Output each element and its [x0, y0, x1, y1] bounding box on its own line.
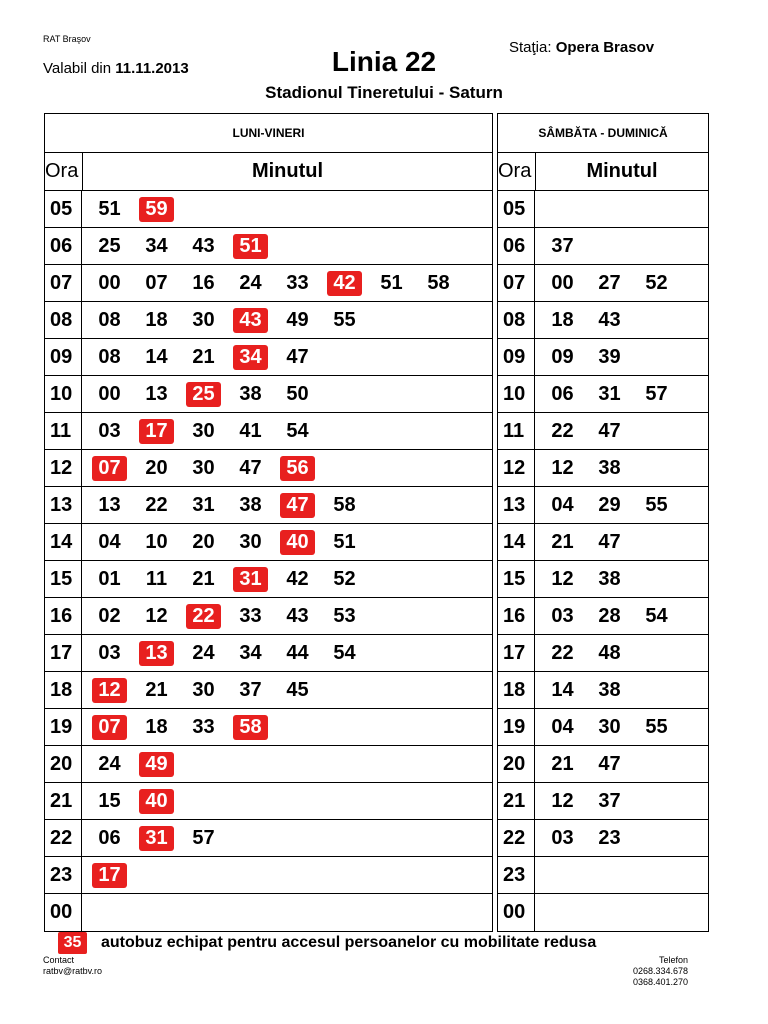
departure-minute-accessible: 17	[92, 863, 127, 888]
departure-minute: 33	[239, 604, 262, 627]
hour-cell: 19	[498, 709, 535, 745]
departure-minute: 38	[239, 382, 262, 405]
departure-minute: 38	[239, 493, 262, 516]
departure-minute: 00	[98, 271, 121, 294]
hour-cell: 20	[498, 746, 535, 782]
minutes-cell	[82, 820, 492, 856]
departure-minute: 47	[286, 345, 309, 368]
hour-cell: 06	[45, 228, 82, 264]
departure-minute: 57	[645, 382, 668, 405]
departure-minute: 39	[598, 345, 621, 368]
departure-minute-accessible: 58	[233, 715, 268, 740]
minutes-cell	[82, 709, 492, 745]
departure-minute: 54	[286, 419, 309, 442]
departure-minute: 43	[598, 308, 621, 331]
departure-minute: 34	[239, 641, 262, 664]
timetable-row	[45, 228, 492, 265]
timetable-row	[498, 857, 708, 894]
route-title: Stadionul Tineretului - Saturn	[265, 83, 503, 102]
timetable-row	[498, 746, 708, 783]
departure-minute: 08	[98, 345, 121, 368]
departure-minute: 10	[145, 530, 168, 553]
minutes-cell	[82, 265, 492, 301]
departure-minute: 57	[192, 826, 215, 849]
departure-minute: 55	[333, 308, 356, 331]
departure-minute: 58	[333, 493, 356, 516]
departure-minute-accessible: 43	[233, 308, 268, 333]
departure-minute: 11	[145, 567, 168, 590]
minutes-cell	[535, 672, 708, 708]
hour-cell: 11	[498, 413, 535, 449]
departure-minute-accessible: 59	[139, 197, 174, 222]
departure-minute: 20	[192, 530, 215, 553]
departure-minute-accessible: 56	[280, 456, 315, 481]
minutes-cell	[535, 894, 708, 931]
departure-minute: 12	[551, 567, 574, 590]
departure-minute: 52	[645, 271, 668, 294]
departure-minute: 15	[98, 789, 121, 812]
hour-cell: 22	[45, 820, 82, 856]
departure-minute: 53	[333, 604, 356, 627]
contact-label: Contact	[43, 955, 75, 965]
departure-minute: 30	[192, 419, 215, 442]
departure-minute: 24	[192, 641, 215, 664]
timetable-row	[498, 598, 708, 635]
minutes-cell	[535, 450, 708, 486]
line-title: Linia 22	[331, 46, 437, 77]
timetable-row	[45, 598, 492, 635]
minutes-cell	[535, 376, 708, 412]
departure-minute: 38	[598, 567, 621, 590]
hour-cell: 12	[498, 450, 535, 486]
minutes-cell	[82, 524, 492, 560]
departure-minute: 31	[598, 382, 621, 405]
timetable-row	[45, 561, 492, 598]
departure-minute: 51	[98, 197, 121, 220]
timetable-row	[45, 857, 492, 894]
minutes-cell	[82, 228, 492, 264]
weekend-rows	[498, 191, 708, 931]
departure-minute-accessible: 13	[139, 641, 174, 666]
departure-minute: 42	[286, 567, 309, 590]
minutes-cell	[535, 487, 708, 523]
departure-minute: 18	[551, 308, 574, 331]
weekday-timetable	[44, 113, 493, 932]
timetable-row	[498, 228, 708, 265]
hour-cell: 11	[45, 413, 82, 449]
hour-cell: 12	[45, 450, 82, 486]
phone-block	[633, 955, 688, 988]
departure-minute: 47	[598, 419, 621, 442]
minute-column-header: Minutul	[586, 160, 658, 182]
weekday-column-header	[45, 153, 492, 191]
departure-minute: 50	[286, 382, 309, 405]
departure-minute: 21	[145, 678, 168, 701]
hour-cell: 09	[498, 339, 535, 375]
minutes-cell	[82, 413, 492, 449]
minutes-cell	[535, 598, 708, 634]
departure-minute-accessible: 31	[233, 567, 268, 592]
departure-minute: 03	[551, 604, 574, 627]
departure-minute: 55	[645, 715, 668, 738]
timetable-row	[45, 635, 492, 672]
departure-minute-accessible: 42	[327, 271, 362, 296]
departure-minute: 13	[98, 493, 121, 516]
departure-minute: 22	[551, 419, 574, 442]
minutes-cell	[535, 783, 708, 819]
station-name: Opera Brasov	[555, 39, 655, 56]
weekend-title: SÂMBĂTA - DUMINICĂ	[498, 114, 708, 153]
departure-minute: 48	[598, 641, 621, 664]
hour-cell: 05	[498, 191, 535, 227]
hour-cell: 13	[498, 487, 535, 523]
departure-minute: 24	[98, 752, 121, 775]
departure-minute: 33	[286, 271, 309, 294]
departure-minute: 14	[145, 345, 168, 368]
departure-minute: 12	[551, 789, 574, 812]
departure-minute: 37	[551, 234, 574, 257]
contact-block	[43, 955, 102, 977]
departure-minute: 43	[192, 234, 215, 257]
departure-minute: 00	[98, 382, 121, 405]
timetable-row	[498, 709, 708, 746]
timetable-row	[45, 524, 492, 561]
departure-minute: 47	[598, 752, 621, 775]
phone-label: Telefon	[658, 955, 688, 965]
hour-cell: 19	[45, 709, 82, 745]
hour-column-header: Ora	[498, 153, 536, 190]
departure-minute: 37	[239, 678, 262, 701]
departure-minute: 04	[98, 530, 121, 553]
weekday-title: LUNI-VINERI	[45, 114, 492, 153]
departure-minute-accessible: 07	[92, 456, 127, 481]
hour-column-header: Ora	[45, 153, 83, 190]
departure-minute: 58	[427, 271, 450, 294]
minutes-cell	[82, 746, 492, 782]
hour-cell: 08	[498, 302, 535, 338]
hour-cell: 16	[498, 598, 535, 634]
hour-cell: 10	[498, 376, 535, 412]
hour-cell: 13	[45, 487, 82, 523]
departure-minute: 00	[551, 271, 574, 294]
accessible-badge: 35	[58, 932, 87, 954]
valid-from-date: 11.11.2013	[115, 60, 189, 77]
hour-cell: 14	[498, 524, 535, 560]
departure-minute: 13	[145, 382, 168, 405]
hour-cell: 10	[45, 376, 82, 412]
hour-cell: 21	[498, 783, 535, 819]
timetable-row	[45, 376, 492, 413]
timetable-row	[498, 413, 708, 450]
departure-minute: 31	[192, 493, 215, 516]
departure-minute-accessible: 40	[280, 530, 315, 555]
departure-minute: 06	[98, 826, 121, 849]
departure-minute: 14	[551, 678, 574, 701]
departure-minute: 18	[145, 308, 168, 331]
timetable-row	[45, 820, 492, 857]
minutes-cell	[82, 635, 492, 671]
timetable-row	[498, 302, 708, 339]
station-label: Staţia:	[509, 39, 552, 56]
hour-cell: 00	[498, 894, 535, 931]
departure-minute-accessible: 12	[92, 678, 127, 703]
departure-minute: 47	[239, 456, 262, 479]
timetable-row	[498, 487, 708, 524]
timetable-row	[45, 450, 492, 487]
departure-minute: 21	[551, 752, 574, 775]
departure-minute: 04	[551, 493, 574, 516]
timetable-row	[45, 709, 492, 746]
hour-cell: 17	[45, 635, 82, 671]
station	[509, 39, 654, 56]
hour-cell: 17	[498, 635, 535, 671]
departure-minute: 22	[145, 493, 168, 516]
departure-minute: 09	[551, 345, 574, 368]
minutes-cell	[82, 191, 492, 227]
minutes-cell	[535, 413, 708, 449]
minutes-cell	[535, 709, 708, 745]
departure-minute: 30	[192, 308, 215, 331]
hour-cell: 15	[498, 561, 535, 597]
departure-minute: 37	[598, 789, 621, 812]
departure-minute-accessible: 47	[280, 493, 315, 518]
hour-cell: 14	[45, 524, 82, 560]
departure-minute: 21	[192, 567, 215, 590]
departure-minute: 23	[598, 826, 621, 849]
timetable-row	[498, 376, 708, 413]
departure-minute: 33	[192, 715, 215, 738]
minutes-cell	[82, 302, 492, 338]
company-name: RAT Braşov	[43, 34, 91, 44]
minutes-cell	[535, 746, 708, 782]
valid-from-label: Valabil din	[43, 60, 112, 77]
departure-minute: 30	[239, 530, 262, 553]
hour-cell: 07	[45, 265, 82, 301]
timetable-row	[498, 561, 708, 598]
legend	[58, 932, 596, 954]
hour-cell: 08	[45, 302, 82, 338]
hour-cell: 23	[45, 857, 82, 893]
departure-minute-accessible: 22	[186, 604, 221, 629]
timetable-row	[498, 524, 708, 561]
departure-minute-accessible: 34	[233, 345, 268, 370]
departure-minute-accessible: 07	[92, 715, 127, 740]
hour-cell: 15	[45, 561, 82, 597]
departure-minute: 03	[98, 641, 121, 664]
departure-minute: 34	[145, 234, 168, 257]
minutes-cell	[535, 265, 708, 301]
departure-minute: 29	[598, 493, 621, 516]
hour-cell: 22	[498, 820, 535, 856]
timetable-row	[498, 894, 708, 931]
hour-cell: 00	[45, 894, 82, 931]
contact-email: ratbv@ratbv.ro	[43, 966, 102, 976]
departure-minute: 38	[598, 678, 621, 701]
minutes-cell	[82, 561, 492, 597]
departure-minute: 24	[239, 271, 262, 294]
phone-number: 0368.401.270	[632, 977, 688, 987]
timetable-row	[45, 191, 492, 228]
timetable-row	[498, 450, 708, 487]
departure-minute: 51	[333, 530, 356, 553]
minutes-cell	[535, 524, 708, 560]
minutes-cell	[535, 635, 708, 671]
departure-minute: 54	[333, 641, 356, 664]
departure-minute: 30	[598, 715, 621, 738]
departure-minute: 06	[551, 382, 574, 405]
timetable-row	[498, 820, 708, 857]
departure-minute-accessible: 25	[186, 382, 221, 407]
timetable-row	[498, 672, 708, 709]
departure-minute: 51	[380, 271, 403, 294]
timetable-row	[45, 302, 492, 339]
departure-minute: 54	[645, 604, 668, 627]
weekday-rows	[45, 191, 492, 931]
departure-minute: 41	[239, 419, 262, 442]
minutes-cell	[82, 339, 492, 375]
departure-minute: 55	[645, 493, 668, 516]
departure-minute: 12	[145, 604, 168, 627]
timetable-row	[45, 265, 492, 302]
minutes-cell	[535, 339, 708, 375]
minutes-cell	[82, 487, 492, 523]
departure-minute: 12	[551, 456, 574, 479]
timetable-row	[45, 413, 492, 450]
timetable-row	[45, 783, 492, 820]
departure-minute: 08	[98, 308, 121, 331]
timetable-row	[498, 635, 708, 672]
departure-minute: 01	[98, 567, 121, 590]
minutes-cell	[535, 302, 708, 338]
departure-minute-accessible: 31	[139, 826, 174, 851]
departure-minute: 27	[598, 271, 621, 294]
departure-minute: 20	[145, 456, 168, 479]
departure-minute: 04	[551, 715, 574, 738]
departure-minute: 30	[192, 456, 215, 479]
minutes-cell	[82, 672, 492, 708]
departure-minute: 43	[286, 604, 309, 627]
minutes-cell	[535, 561, 708, 597]
hour-cell: 07	[498, 265, 535, 301]
departure-minute: 22	[551, 641, 574, 664]
timetable-row	[45, 487, 492, 524]
timetable-row	[498, 191, 708, 228]
timetable-row	[498, 265, 708, 302]
departure-minute: 45	[286, 678, 309, 701]
departure-minute: 18	[145, 715, 168, 738]
departure-minute-accessible: 17	[139, 419, 174, 444]
departure-minute: 07	[145, 271, 168, 294]
minutes-cell	[82, 857, 492, 893]
hour-cell: 05	[45, 191, 82, 227]
minutes-cell	[535, 228, 708, 264]
hour-cell: 16	[45, 598, 82, 634]
departure-minute-accessible: 49	[139, 752, 174, 777]
timetable-row	[498, 783, 708, 820]
departure-minute: 44	[286, 641, 309, 664]
hour-cell: 18	[498, 672, 535, 708]
timetable-row	[45, 672, 492, 709]
hour-cell: 23	[498, 857, 535, 893]
hour-cell: 09	[45, 339, 82, 375]
weekend-column-header	[498, 153, 708, 191]
minutes-cell	[535, 857, 708, 893]
departure-minute: 03	[98, 419, 121, 442]
departure-minute: 30	[192, 678, 215, 701]
departure-minute: 25	[98, 234, 121, 257]
minutes-cell	[535, 820, 708, 856]
departure-minute: 21	[551, 530, 574, 553]
departure-minute: 47	[598, 530, 621, 553]
minutes-cell	[82, 598, 492, 634]
minutes-cell	[82, 894, 492, 931]
timetable-row	[45, 746, 492, 783]
departure-minute: 16	[192, 271, 215, 294]
legend-text: autobuz echipat pentru accesul persoanelor cu mobilitate redusa	[101, 934, 597, 951]
departure-minute: 21	[192, 345, 215, 368]
minutes-cell	[82, 376, 492, 412]
phone-number: 0268.334.678	[632, 966, 688, 976]
departure-minute-accessible: 51	[233, 234, 268, 259]
hour-cell: 06	[498, 228, 535, 264]
departure-minute: 28	[598, 604, 621, 627]
minutes-cell	[82, 450, 492, 486]
hour-cell: 18	[45, 672, 82, 708]
departure-minute: 03	[551, 826, 574, 849]
timetable-row	[45, 894, 492, 931]
weekend-timetable	[497, 113, 709, 932]
minutes-cell	[82, 783, 492, 819]
departure-minute: 38	[598, 456, 621, 479]
hour-cell: 21	[45, 783, 82, 819]
departure-minute: 02	[98, 604, 121, 627]
hour-cell: 20	[45, 746, 82, 782]
minutes-cell	[535, 191, 708, 227]
departure-minute-accessible: 40	[139, 789, 174, 814]
timetable-row	[498, 339, 708, 376]
timetable-row	[45, 339, 492, 376]
departure-minute: 49	[286, 308, 309, 331]
minute-column-header: Minutul	[251, 160, 324, 182]
departure-minute: 52	[333, 567, 356, 590]
